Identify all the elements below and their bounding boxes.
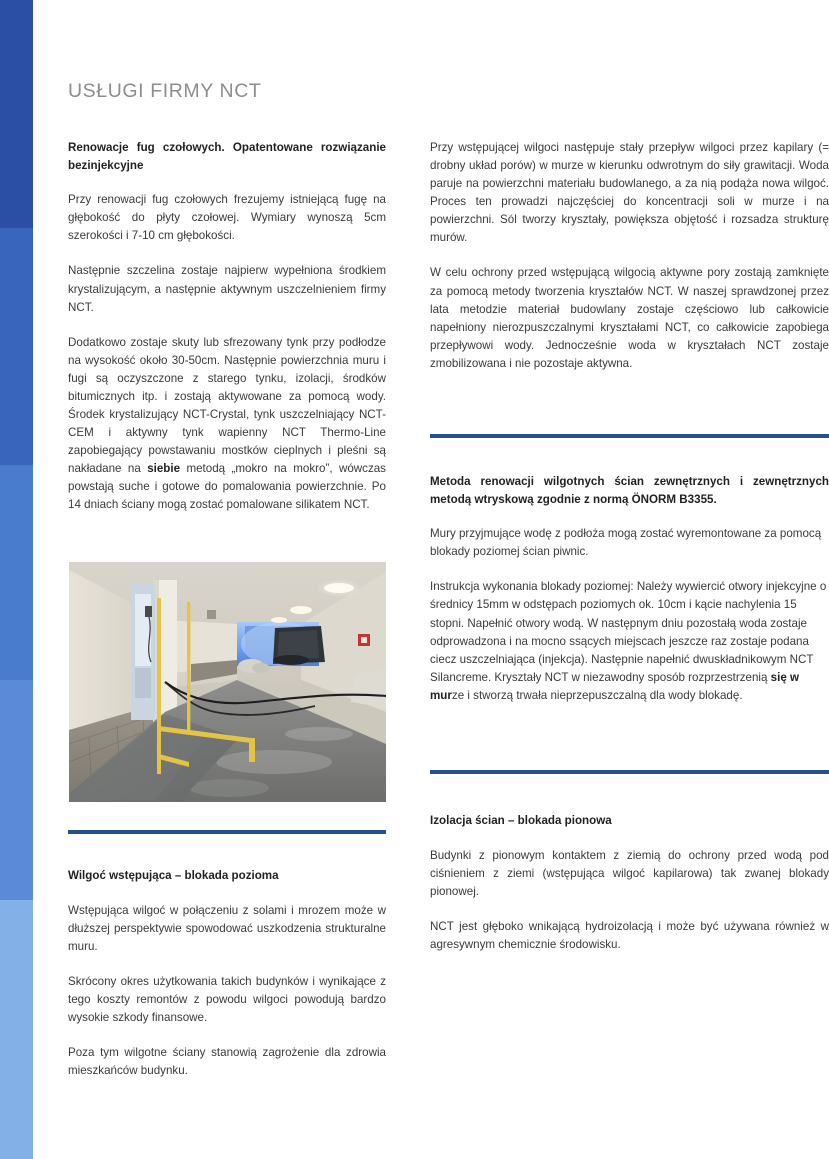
right-column-section-3 bbox=[430, 812, 829, 954]
right-section-divider-1 bbox=[430, 434, 829, 438]
left-section-1-paragraph-3 bbox=[68, 334, 386, 515]
paragraph-3-text-after-bold: metodą „mokro na mokro”, wówczas powstają suche i gotowe do pomalowania powierzchnie. Po 14 dniach ściany mogą zostać pomalowane silikatem NCT. bbox=[68, 462, 386, 512]
left-section-1-paragraph-1: Przy renowacji fug czołowych frezujemy istniejącą fugę na głębokość do płyty czołowej. Wymiary wynoszą 5cm szerokości i 7-10 cm głębokości. bbox=[68, 193, 386, 243]
right-column bbox=[430, 139, 829, 373]
left-column-section-2 bbox=[68, 867, 386, 1080]
left-section-2-paragraph-2: Skrócony okres użytkowania takich budynków i wynikające z tego koszty remontów z powodu wilgoci powodują bardzo wysokie szkody finansowe. bbox=[68, 974, 386, 1024]
paragraph-3-text-before-bold: Dodatkowo zostaje skuty lub sfrezowany tynk przy podłodze na wysokość około 30-50cm. Następnie powierzchnia muru i fugi są oczyszczone z starego tynku, izolacji, środków bitumicznych itp. i zostają aktywowane za pomocą wody. Środek krystalizujący NCT-Crystal, tynk uszczelniający NCT-CEM i aktywny tynk wapienny NCT Thermo-Line zapobiegający powstawaniu mostków cieplnych i pleśni są nakładane na bbox=[68, 335, 386, 476]
paragraph-3-emphasis: siebie bbox=[147, 462, 181, 476]
right-section-1-paragraph-1: Przy wstępującej wilgoci następuje stały przepływ wilgoci przez kapilary (= drobny układ porów) w murze w kierunku odwrotnym do siły grawitacji. Woda paruje na powierzchni materiału budowlanego, a za nią podąża nowa wilgoć. Proces ten prowadzi najczęściej do koncentracji soli w murze i na powierzchni. Sól tworzy kryształy, powiększa objętość i rozsadza strukturę murów. bbox=[430, 141, 829, 245]
rail-white-gutter bbox=[33, 0, 45, 1159]
rail-segment-3 bbox=[0, 465, 33, 680]
rail-segment-1 bbox=[0, 0, 33, 228]
left-column bbox=[68, 139, 386, 514]
right-paragraph-text-after-bold: ze i stworzą trwała nieprzepuszczalną dla wody blokadę. bbox=[451, 688, 743, 702]
rail-segment-4 bbox=[0, 680, 33, 900]
renovation-corridor-photo bbox=[69, 562, 386, 802]
rail-segment-5 bbox=[0, 900, 33, 1159]
left-color-rail bbox=[0, 0, 33, 1159]
right-section-divider-2 bbox=[430, 770, 829, 774]
rail-segment-2 bbox=[0, 228, 33, 465]
left-section-2-paragraph-1: Wstępująca wilgoć w połączeniu z solami i mrozem może w dłuższej perspektywie spowodować uszkodzenia strukturalne muru. bbox=[68, 903, 386, 953]
right-paragraph-text-before-bold: Instrukcja wykonania blokady poziomej: Należy wywiercić otwory injekcyjne o średnicy 15mm w odstępach poziomych ok. 10cm i kącie nachylenia 15 stopni. Napełnić otwory wodą. W następnym dniu pozostałą woda zostaje odprowadzona i na mocno ssących miejscach jeszcze raz zostaje podana ciecz uszczelniająca (injekcja). Następnie napełnić dwuskładnikowym NCT Silancreme. Kryształy NCT w niezawodny sposób rozprzestrzenią bbox=[430, 580, 827, 684]
right-section-2-heading: Metoda renowacji wilgotnych ścian zewnętrznych i zewnętrznych metodą wtryskową zgodnie z normą ÖNORM B3355. bbox=[430, 475, 829, 506]
left-section-1-paragraph-2: Następnie szczelina zostaje najpierw wypełniona środkiem krystalizującym, a następnie aktywnym uszczelnieniem firmy NCT. bbox=[68, 264, 386, 314]
left-section-divider bbox=[68, 830, 386, 834]
photo-illustration bbox=[69, 562, 386, 802]
right-paragraph-emphasis: się w mur bbox=[430, 670, 800, 702]
right-section-3-heading: Izolacja ścian – blokada pionowa bbox=[430, 814, 612, 827]
left-section-2-heading: Wilgoć wstępująca – blokada pozioma bbox=[68, 869, 279, 882]
right-section-3-paragraph-1: Budynki z pionowym kontaktem z ziemią do ochrony przed wodą pod ciśnieniem z ziemi (wstępująca wilgoć kapilarowa) tak zwanej blokady pionowej. bbox=[430, 848, 829, 898]
right-section-1-paragraph-2: W celu ochrony przed wstępującą wilgocią aktywne pory zostają zamknięte za pomocą metody tworzenia kryształów NCT. W naszej sprawdzonej przez lata metodzie materiał budowlany zostaje częściowo lub całkowicie napełniony nierozpuszczalnymi kryształami NCT, co całkowicie zapobiega przepływowi wody. Jednocześnie woda w kryształach NCT zostaje zmobilizowana i nie pozostaje aktywna. bbox=[430, 266, 829, 370]
right-section-2-paragraph-2 bbox=[430, 578, 829, 705]
right-column-section-2 bbox=[430, 473, 829, 705]
left-section-1-heading: Renowacje fug czołowych. Opatentowane rozwiązanie bezinjekcyjne bbox=[68, 141, 386, 172]
left-section-2-paragraph-3: Poza tym wilgotne ściany stanowią zagrożenie dla zdrowia mieszkańców budynku. bbox=[68, 1046, 386, 1078]
right-section-2-paragraph-1: Mury przyjmujące wodę z podłoża mogą zostać wyremontowane za pomocą blokady poziomej ścian piwnic. bbox=[430, 527, 822, 559]
right-section-3-paragraph-2: NCT jest głęboko wnikającą hydroizolacją i może być używana również w agresywnym chemicznie środowisku. bbox=[430, 919, 829, 951]
page-title: USŁUGI FIRMY NCT bbox=[68, 80, 262, 102]
